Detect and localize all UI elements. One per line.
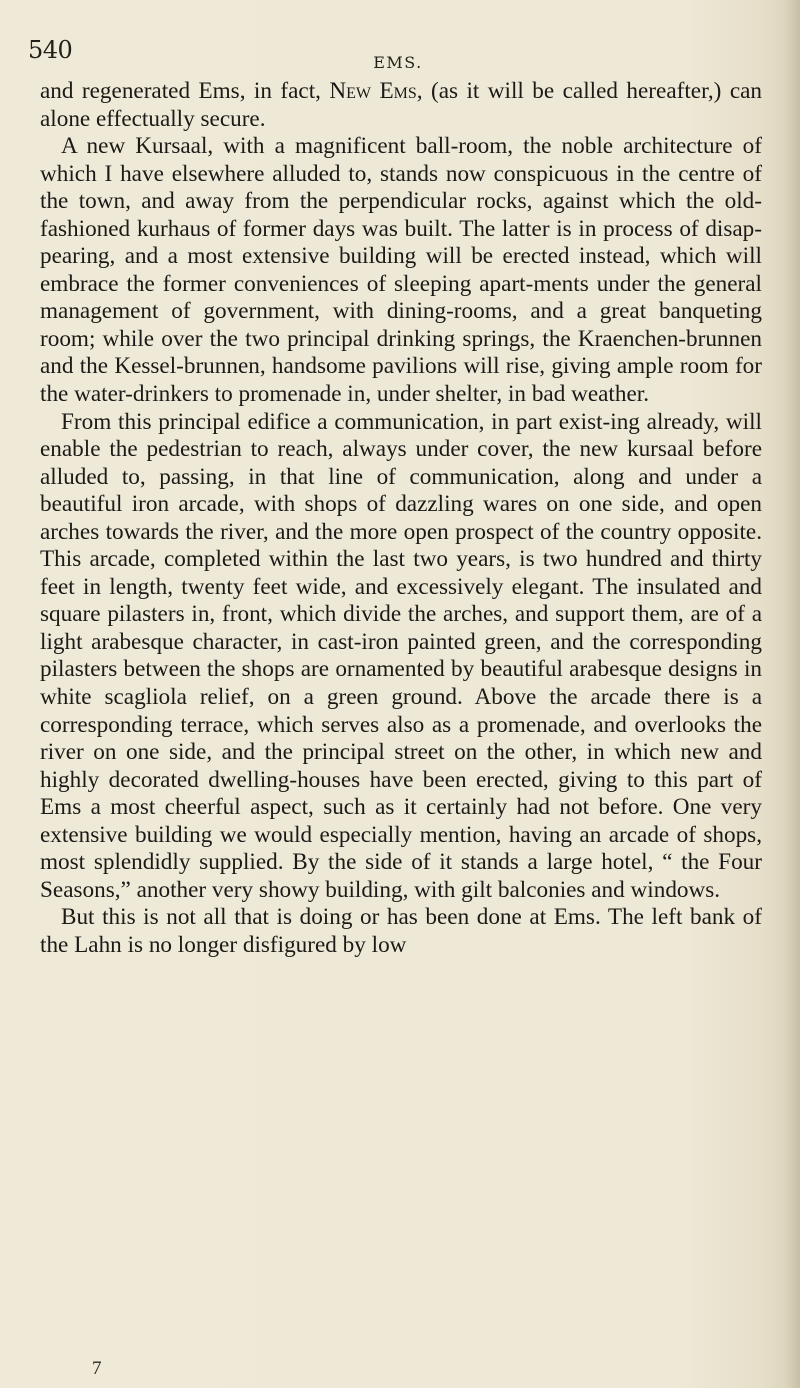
paragraph-4: But this is not all that is doing or has been done at Ems. The left bank of the Lahn is no longer disfigured by low bbox=[40, 904, 762, 958]
paragraph-1-after: , (as it will be called hereafter,) can alone effectually secure. bbox=[40, 78, 762, 132]
page-edge-shadow bbox=[784, 0, 800, 1388]
paragraph-3: From this principal edifice a communication, in part exist-ing already, will enable the pedestrian to reach, always under cover, the new kursaal before alluded to, passing, in that line of communication, along and under a beautiful iron arcade, with shops of dazzling wares on one side, and open arches towards the river, and the more open prospect of the country opposite. This arcade, completed within the last two years, is two hundred and thirty feet in length, twenty feet wide, and excessively elegant. The insulated and square pilasters in, front, which divide the arches, and support them, are of a light arabesque character, in cast-iron painted green, and the corresponding pilasters between the shops are ornamented by beautiful arabesque designs in white scagliola relief, on a green ground. Above the arcade there is a corresponding terrace, which serves also as a promenade, and overlooks the river on one side, and the principal street on the other, in which new and highly decorated dwelling-houses have been erected, giving to this part of Ems a most cheerful aspect, such as it certainly had not before. One very extensive building we would especially mention, having an arcade of shops, most splendidly supplied. By the side of it stands a large hotel, “ the Four Seasons,” another very showy building, with gilt balconies and windows. bbox=[40, 408, 762, 903]
paragraph-1 bbox=[40, 78, 762, 133]
signature-mark: 7 bbox=[92, 1358, 102, 1379]
paragraph-1-before: and regenerated Ems, in fact, bbox=[40, 78, 330, 104]
paragraph-2: A new Kursaal, with a magnificent ball-room, the noble architecture of which I have elsewhere alluded to, stands now conspicuous in the centre of the town, and away from the perpendicular rocks, against which the old-fashioned kurhaus of former days was built. The latter is in process of disap-pearing, and a most extensive building will be erected instead, which will embrace the former conveniences of sleeping apart-ments under the general management of government, with dining-rooms, and a great banqueting room; while over the two principal drinking springs, the Kraenchen-brunnen and the Kessel-brunnen, handsome pavilions will rise, giving ample room for the water-drinkers to promenade in, under shelter, in bad weather. bbox=[40, 133, 762, 408]
page-header bbox=[28, 36, 768, 76]
page-number: 540 bbox=[28, 36, 73, 64]
body-text bbox=[40, 78, 762, 960]
running-head: EMS. bbox=[373, 53, 423, 72]
new-ems-smallcaps: New Ems bbox=[329, 78, 417, 104]
